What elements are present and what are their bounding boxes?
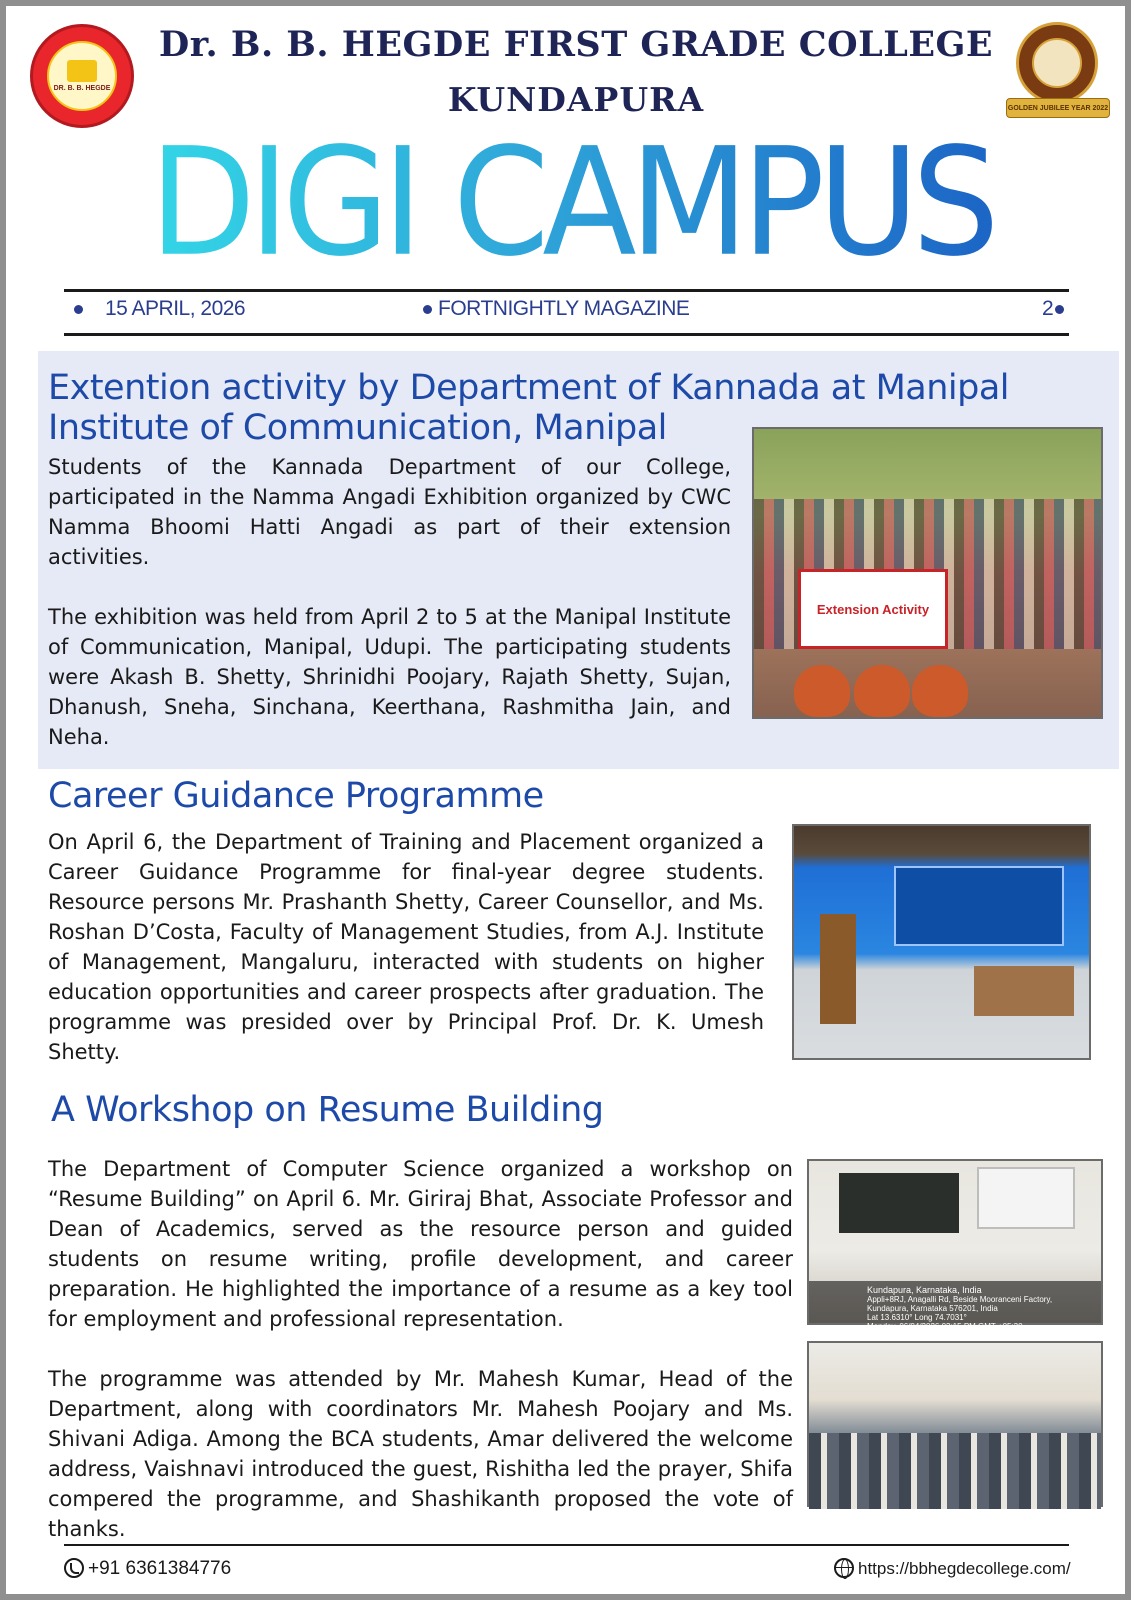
society-emblem [1032, 38, 1082, 88]
college-name: Dr. B. B. HEGDE FIRST GRADE COLLEGE [158, 24, 994, 65]
issue-date [74, 297, 245, 321]
phone-number: +91 6361384776 [88, 1558, 232, 1579]
kannada-section-body [48, 452, 731, 752]
geotag-overlay [809, 1281, 1101, 1331]
issue-date-text: 15 APRIL, 2026 [105, 297, 246, 320]
stage-backdrop [894, 866, 1064, 946]
golden-jubilee-ribbon: GOLDEN JUBILEE YEAR 2022 [1006, 98, 1110, 118]
society-logo-right [1016, 22, 1098, 104]
geotag-location: Kundapura, Karnataka, India [867, 1285, 982, 1295]
issue-type [423, 297, 689, 321]
contact-website[interactable] [834, 1558, 1071, 1579]
extension-activity-photo [752, 427, 1103, 719]
paragraph: The programme was attended by Mr. Mahesh Kumar, Head of the Department, along with coordinators Mr. Mahesh Poojary and Ms. Shivani Adiga. Among the BCA students, Amar delivered the welcome address, Vaishnavi introduced the guest, Rishitha led the prayer, Shifa compered the programme, and Shashikanth proposed the vote of thanks. [48, 1367, 793, 1541]
podium [820, 914, 856, 1024]
projector-screen [977, 1167, 1075, 1229]
bullet-icon [1055, 305, 1064, 314]
paragraph: The Department of Computer Science organized a workshop on “Resume Building” on April 6. Mr. Giriraj Bhat, Associate Professor and Dean of Academics, served as the resource person and guided students on resume writing, profile development, and career preparation. He highlighted the importance of a resume as a key tool for employment and professional representation. [48, 1157, 793, 1331]
divider-top [64, 289, 1069, 292]
college-logo-left [30, 24, 134, 128]
blackboard [839, 1173, 959, 1233]
resume-section-body [48, 1154, 793, 1544]
clay-pot [854, 665, 910, 717]
clay-pot [912, 665, 968, 717]
divider-footer [64, 1544, 1069, 1546]
resume-section-title: A Workshop on Resume Building [51, 1090, 604, 1130]
page-number-text: 2 [1042, 297, 1054, 320]
bullet-icon [423, 305, 432, 314]
paragraph: Students of the Kannada Department of our College, participated in the Namma Angadi Exhibition organized by CWC Namma Bhoomi Hatti Angadi as part of their extension activities. [48, 455, 731, 569]
paragraph: The exhibition was held from April 2 to 5 at the Manipal Institute of Communication, Manipal, Udupi. The participating students were Akash B. Shetty, Shrinidhi Poojary, Rajath Shetty, Sujan, Dhanush, Sneha, Sinchana, Keerthana, Rashmitha Jain, and Neha. [48, 605, 731, 749]
resume-workshop-audience-photo [807, 1341, 1103, 1507]
divider-bottom [64, 333, 1069, 336]
resume-workshop-stage-photo [807, 1159, 1103, 1331]
career-guidance-photo [792, 824, 1091, 1060]
students-seated [809, 1433, 1101, 1509]
paragraph: On April 6, the Department of Training and Placement organized a Career Guidance Programme for final-year degree students. Resource persons Mr. Prashanth Shetty, Career Counsellor, and Ms. Roshan D’Costa, Faculty of Management Studies, from A.J. Institute of Management, Mangaluru, interacted with students on higher education opportunities and career prospects after graduation. The programme was presided over by Principal Prof. Dr. K. Umesh Shetty. [48, 830, 764, 1064]
globe-icon [834, 1558, 854, 1578]
masthead-title: DIGI CAMPUS [106, 122, 1036, 284]
college-city: KUNDAPURA [447, 80, 705, 119]
geotag-timestamp: Monday, 06/04/2026 03:15 PM GMT +05:30 [867, 1322, 1023, 1331]
geotag-address: Appli+8RJ, Anagalli Rd, Beside Mooranceni Factory, Kundapura, Karnataka 576201, India [867, 1295, 1053, 1313]
career-section-body [48, 827, 764, 1067]
book-icon [67, 60, 97, 82]
dais-table [974, 966, 1074, 1016]
emblem-text: DR. B. B. HEGDE [53, 85, 111, 92]
clay-pot [794, 665, 850, 717]
extension-activity-banner: Extension Activity [798, 569, 948, 649]
page-number [1042, 297, 1064, 321]
phone-icon [64, 1558, 84, 1578]
issue-type-text: FORTNIGHTLY MAGAZINE [438, 297, 690, 320]
kannada-section-title: Extention activity by Department of Kannada at Manipal Institute of Communication, Manipal [48, 368, 1010, 448]
college-emblem [47, 41, 117, 111]
career-section-title: Career Guidance Programme [48, 776, 544, 816]
bullet-icon [74, 305, 83, 314]
geotag-coords: Lat 13.6310° Long 74.7031° [867, 1313, 967, 1322]
website-link[interactable]: https://bbhegdecollege.com/ [858, 1559, 1071, 1578]
contact-phone [64, 1558, 231, 1580]
